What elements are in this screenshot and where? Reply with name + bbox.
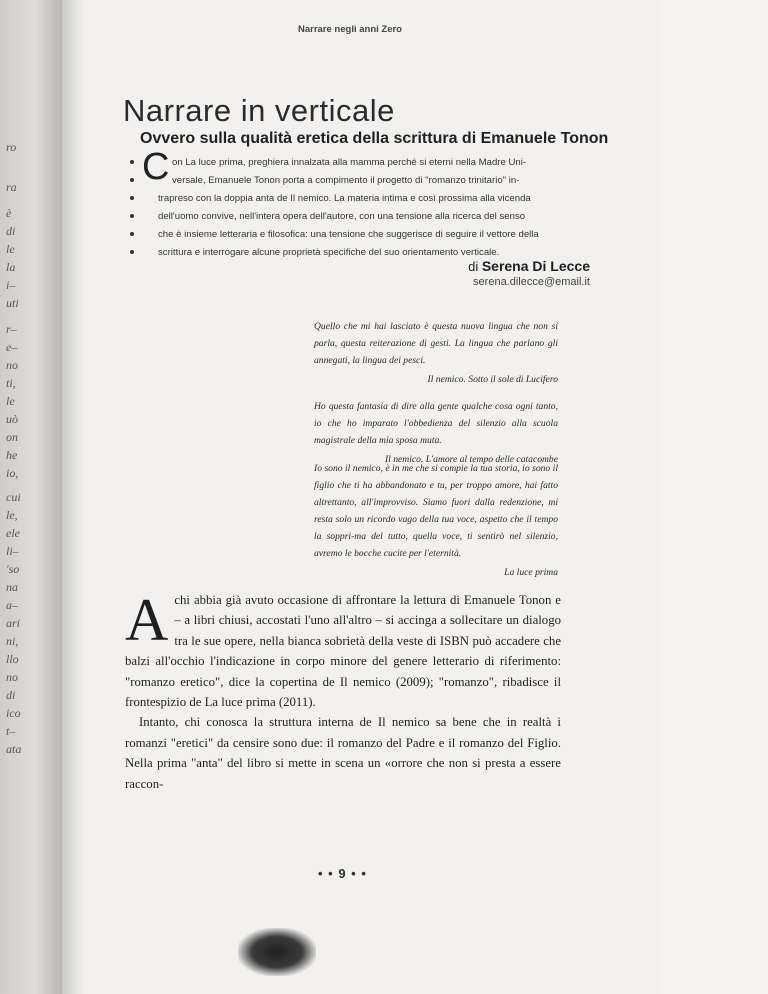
byline: [468, 258, 590, 276]
fragment: a–: [6, 598, 18, 612]
epigraph: [314, 460, 558, 581]
fragment: cui: [6, 490, 21, 504]
fragment: di: [6, 224, 16, 238]
epigraph-text: Quello che mi hai lasciato è questa nuova lingua che non si parla, questa reiterazione di gesti. La lingua che parlano gli annegati, la lingua dei pesci.: [314, 321, 558, 366]
paragraph: A chi abbia già avuto occasione di affrontare la lettura di Emanuele Tonon e – a libri chiusi, accostati l'uno all'altro – si accinga a sollecitare un dialogo tra le sue opere, nella bianca sobrietà della veste di ISBN può accadere che balzi all'occhio l'indicazione in corpo minore del genere letterario di riferimento: "romanzo eretico", dice la copertina de Il nemico (2009); "romanzo", ribadisce il frontespizio de La luce prima (2011).: [125, 587, 561, 710]
abstract: [130, 154, 550, 262]
fragment: li–: [6, 544, 19, 558]
running-head: Narrare negli anni Zero: [297, 24, 402, 35]
fragment: ele: [6, 526, 20, 540]
fragment: ra: [6, 180, 17, 194]
fragment: e–: [6, 340, 18, 354]
fragment: ico: [6, 706, 21, 720]
fragment: ti,: [6, 376, 16, 390]
bullet-icon: [130, 250, 134, 254]
fragment: on: [6, 430, 18, 444]
fragment: ata: [6, 742, 22, 756]
fragment: è: [6, 206, 12, 220]
scan-artifact: [238, 928, 316, 976]
bullet-icon: [130, 232, 134, 236]
epigraph-source: Il nemico. L'amore al tempo delle catacombe: [384, 454, 558, 465]
author-email: serena.dilecce@email.it: [473, 276, 590, 288]
abstract-line: trapreso con la doppia anta de Il nemico. La materia intima e così prossima alla vicenda: [130, 190, 550, 208]
bullet-icon: [130, 160, 134, 164]
epigraph: [314, 398, 558, 468]
bullet-icon: [130, 214, 134, 218]
page-number: • • 9 • •: [318, 866, 367, 881]
fragment: la: [6, 260, 16, 274]
scan-margin: [658, 0, 768, 994]
epigraph-source: Il nemico. Sotto il sole di Lucifero: [427, 374, 558, 385]
abstract-drop-cap: C: [142, 146, 170, 188]
fragment: le: [6, 242, 15, 256]
fragment: he: [6, 448, 18, 462]
abstract-line: dell'uomo convive, nell'intera opera dell'autore, con una tensione alla ricerca del senso: [130, 208, 550, 226]
fragment: no: [6, 358, 18, 372]
bullet-icon: [130, 196, 134, 200]
fragment: t–: [6, 724, 16, 738]
article-title: Narrare in verticale: [123, 93, 395, 128]
epigraph-text: Ho questa fantasia di dire alla gente qualche cosa ogni tanto, io che ho imparato l'obbedienza del silenzio alla scuola magistrale della mia sposa muta.: [314, 401, 558, 446]
epigraph-source: La luce prima: [504, 567, 558, 578]
abstract-line: versale, Emanuele Tonon porta a compimento il progetto di "romanzo trinitario" in-: [130, 172, 550, 190]
abstract-line: scrittura e interrogare alcune proprietà specifiche del suo orientamento verticale.: [130, 244, 550, 262]
epigraph: [314, 318, 558, 388]
fragment: ari: [6, 616, 21, 630]
fragment: ni,: [6, 634, 19, 648]
body-text: [125, 587, 561, 794]
fragment: le: [6, 394, 15, 408]
fragment: io,: [6, 466, 19, 480]
abstract-line: on La luce prima, preghiera innalzata alla mamma perché si eterni nella Madre Uni-: [130, 154, 550, 172]
fragment: llo: [6, 652, 19, 666]
bullet-icon: [130, 178, 134, 182]
fragment: le,: [6, 508, 18, 522]
fragment: uti: [6, 296, 19, 310]
byline-prefix: di: [468, 259, 482, 274]
binding-shadow: [62, 0, 84, 994]
epigraph-text: Io sono il nemico, è in me che si compie la tua storia, io sono il figlio che ti ha abbandonato e tu, per troppo amore, hai fatto altrettanto, all'improvviso. Siamo fuori dalla redenzione, mi resta solo un ricordo vago della tua voce, aspetto che il tempo la soppri-ma del tutto, quella voce, ti sentirò nel silenzio, avremo le bocche cucite per l'eternità.: [314, 463, 558, 559]
fragment: uò: [6, 412, 18, 426]
body-drop-cap: A: [125, 587, 169, 653]
fragment: 'so: [6, 562, 20, 576]
fragment: di: [6, 688, 16, 702]
abstract-line: che è insieme letteraria e filosofica: una tensione che suggerisce di seguire il vettore della: [130, 226, 550, 244]
paragraph: Intanto, chi conosca la struttura interna de Il nemico sa bene che in realtà i romanzi "eretici" da censire sono due: il romanzo del Padre e il romanzo del Figlio. Nella prima "anta" del libro si mette in scena un «orrore che non si presta a essere raccon-: [125, 715, 561, 791]
fragment: ro: [6, 140, 17, 154]
fragment: na: [6, 580, 18, 594]
fragment: r–: [6, 322, 17, 336]
fragment: i–: [6, 278, 16, 292]
author-name: Serena Di Lecce: [481, 258, 590, 274]
article-subtitle: Ovvero sulla qualità eretica della scrittura di Emanuele Tonon: [140, 130, 609, 147]
fragment: no: [6, 670, 18, 684]
